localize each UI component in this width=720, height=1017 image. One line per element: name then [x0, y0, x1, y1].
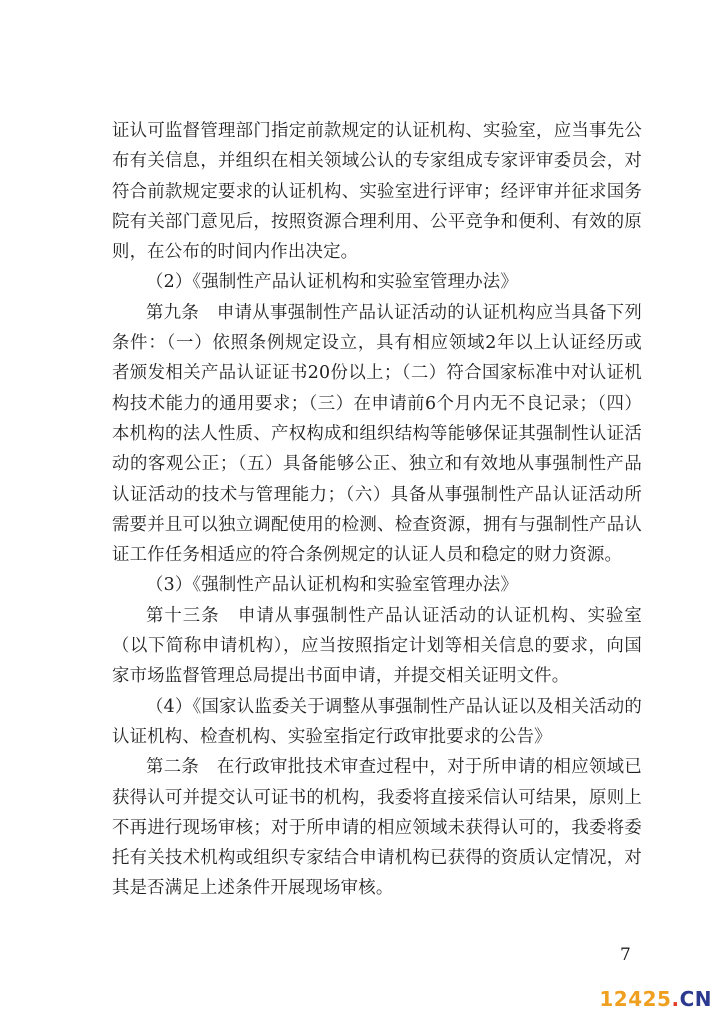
paragraph-heading: （2）《强制性产品认证机构和实验室管理办法》 [146, 272, 518, 293]
paragraph-heading: （4）《国家认监委关于调整从事强制性产品认证以及相关活动的认证机构、检查机构、实验室指定行政审批要求的公告》 [112, 696, 642, 747]
paragraph: 证认可监督管理部门指定前款规定的认证机构、实验室，应当事先公布有关信息，并组织在相关领域公认的专家组成专家评审委员会，对符合前款规定要求的认证机构、实验室进行评审；经评审并征求国务院有关部门意见后，按照资源合理利用、公平竞争和便利、有效的原则，在公布的时间内作出决定。 [112, 121, 642, 263]
watermark-number: 12425 [599, 987, 672, 1011]
site-watermark-logo [599, 987, 712, 1011]
paragraph: 第九条 申请从事强制性产品认证活动的认证机构应当具备下列条件：（一）依照条例规定设立，具有相应领域2年以上认证经历或者颁发相关产品认证证书20份以上；（二）符合国家标准中对认证机构技术能力的通用要求；（三）在申请前6个月内无不良记录；（四）本机构的法人性质、产权构成和组织结构等能够保证其强制性认证活动的客观公正；（五）具备能够公正、独立和有效地从事强制性产品认证活动的技术与管理能力；（六）具备从事强制性产品认证活动所需要并且可以独立调配使用的检测、检查资源，拥有与强制性产品认证工作任务相适应的符合条例规定的认证人员和稳定的财力资源。 [112, 302, 642, 566]
watermark-domain: CN [679, 987, 712, 1011]
paragraph: 第十三条 申请从事强制性产品认证活动的认证机构、实验室（以下简称申请机构），应当按照指定计划等相关信息的要求，向国家市场监督管理总局提出书面申请，并提交相关证明文件。 [112, 605, 642, 687]
paragraph: 第二条 在行政审批技术审查过程中，对于所申请的相应领域已获得认可并提交认可证书的机构，我委将直接采信认可结果，原则上不再进行现场审核；对于所申请的相应领域未获得认可的，我委将委托有关技术机构或组织专家结合申请机构已获得的资质认定情况，对其是否满足上述条件开展现场审核。 [112, 757, 642, 899]
document-body [112, 116, 642, 904]
page-number: 7 [620, 945, 631, 965]
watermark-dot: . [671, 987, 680, 1011]
paragraph-heading: （3）《强制性产品认证机构和实验室管理办法》 [146, 575, 518, 596]
